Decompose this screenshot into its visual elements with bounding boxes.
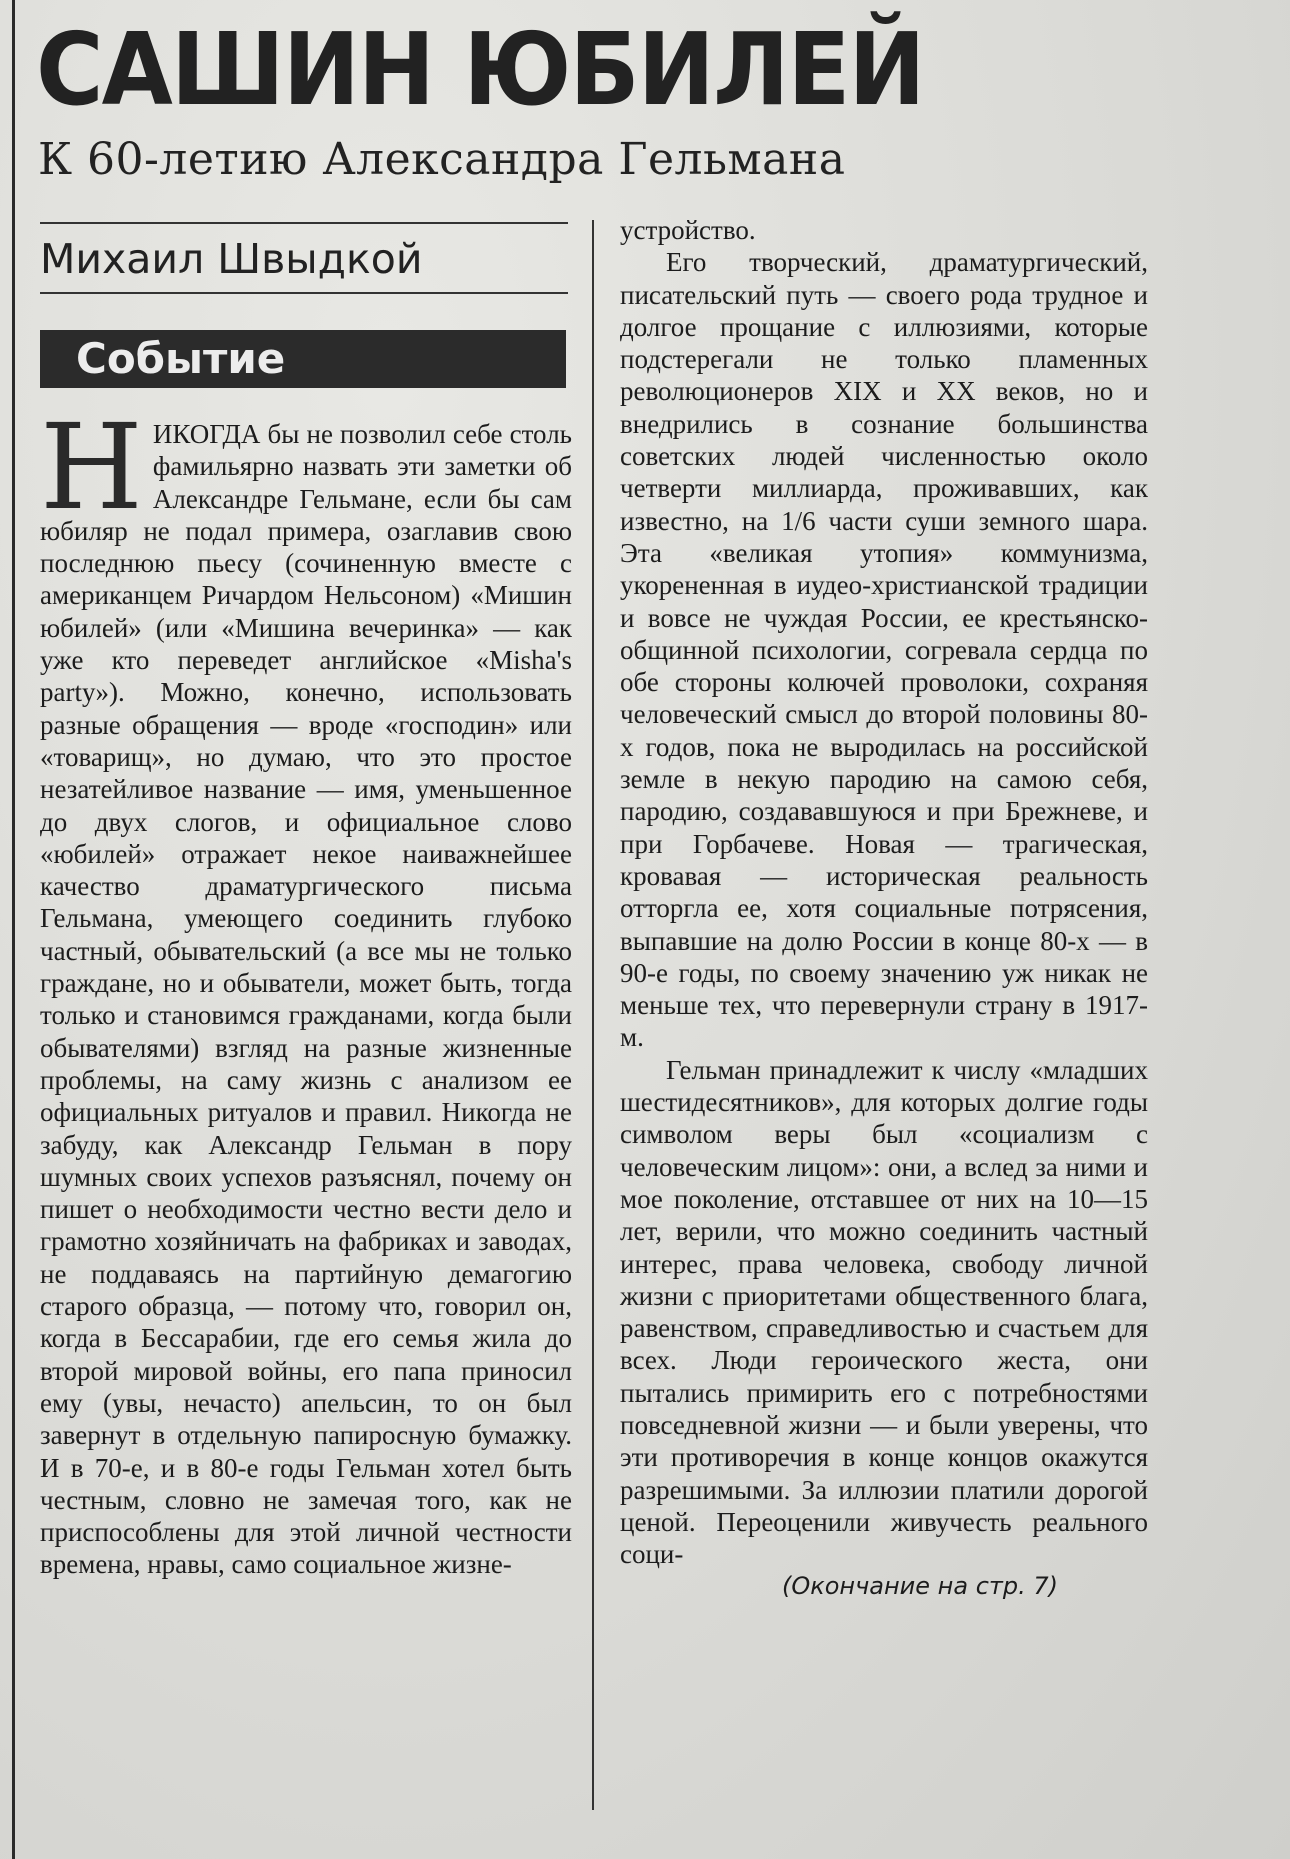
article-column-2 xyxy=(620,214,1148,1603)
page-edge-rule xyxy=(12,0,15,1859)
author-bottom-rule xyxy=(40,292,568,294)
subtitle: К 60-летию Александра Гельмана xyxy=(38,134,846,185)
rubric-label: Событие xyxy=(40,330,566,388)
author-byline: Михаил Швыдкой xyxy=(40,235,423,283)
author-top-rule xyxy=(40,222,568,224)
continuation-note: (Окончание на стр. 7) xyxy=(781,1572,1058,1601)
column-1-paragraph xyxy=(40,398,572,1581)
drop-cap: Н xyxy=(40,398,143,536)
column-2-paragraph-2: Гельман принадлежит к числу «младших шестидесятников», для которых долгие годы символом веры был «социализм с человеческим лицом»: они, а вслед за ними и мое поколение, отставшее от них на 10—15 лет, верили, что можно соединить частный интерес, права человека, свободу личной жизни с приоритетами общественного блага, равенством, справедливостью и счастьем для всех. Люди героического жеста, они пытались примирить его с потребностями повседневной жизни — и были уверены, что эти противоречия в конце концов окажутся разрешимыми. За иллюзии платили дорогой ценой. Переоценили живучесть реального соци- xyxy=(620,1054,1148,1570)
column-1-text: ИКОГДА бы не позволил себе столь фамильярно назвать эти заметки об Александре Гельмане, если бы сам юбиляр не подал примера, озаглавив свою последнюю пьесу (сочиненную вместе с американцем Ричардом Нельсоном) «Мишин юбилей» (или «Мишина вечеринка» — как уже кто переведет английское «Misha's party»). Можно, конечно, использовать разные обращения — вроде «господин» или «товарищ», но думаю, что это простое незатейливое название — имя, уменьшенное до двух слогов, и официальное слово «юбилей» отражает некое наиважнейшее качество драматургического письма Гельмана, умеющего соединить глубоко частный, обывательский (а все мы не только граждане, но и обыватели, может быть, тогда только и становимся гражданами, когда были обывателями) взгляд на разные жизненные проблемы, на саму жизнь с анализом ее официальных ритуалов и правил. Никогда не забуду, как Александр Гельман в пору шумных своих успехов разъяснял, почему он пишет о необходимости честно вести дело и грамотно хозяйничать на фабриках и заводах, не поддаваясь на партийную демагогию старого образца, — потому что, говорил он, когда в Бессарабии, где его семья жила до второй мировой войны, его папа приносил ему (увы, нечасто) апельсин, то он был завернут в отдельную папиросную бумажку. И в 70-е, и в 80-е годы Гельман хотел быть честным, словно не замечая того, как не приспособлены для этой личной честности времена, нравы, само социальное жизне- xyxy=(40,419,572,1580)
column-2-continuation: устройство. xyxy=(620,215,756,245)
column-divider xyxy=(592,220,594,1810)
column-2-paragraph-1: Его творческий, драматургический, писательский путь — своего рода трудное и долгое прощание с иллюзиями, которые подстерегали не только пламенных революционеров XIX и XX веков, но и внедрились в сознание большинства советских людей численностью около четверти миллиарда, проживавших, как известно, на 1/6 части суши земного шара. Эта «великая утопия» коммунизма, укорененная в иудео-христианской традиции и вовсе не чуждая России, ее крестьянско-общинной психологии, согревала сердца по обе стороны колючей проволоки, сохраняя человеческий смысл до второй половины 80-х годов, пока не выродилась на российской земле в некую пародию на самою себя, пародию, создававшуюся и при Брежневе, и при Горбачеве. Новая — трагическая, кровавая — историческая реальность отторгла ее, хотя социальные потрясения, выпавшие на долю России в конце 80-х — в 90-е годы, по своему значению уж никак не меньше тех, что перевернули страну в 1917-м. xyxy=(620,247,1148,1053)
headline: САШИН ЮБИЛЕЙ xyxy=(36,11,924,128)
article-column-1 xyxy=(40,398,572,1581)
